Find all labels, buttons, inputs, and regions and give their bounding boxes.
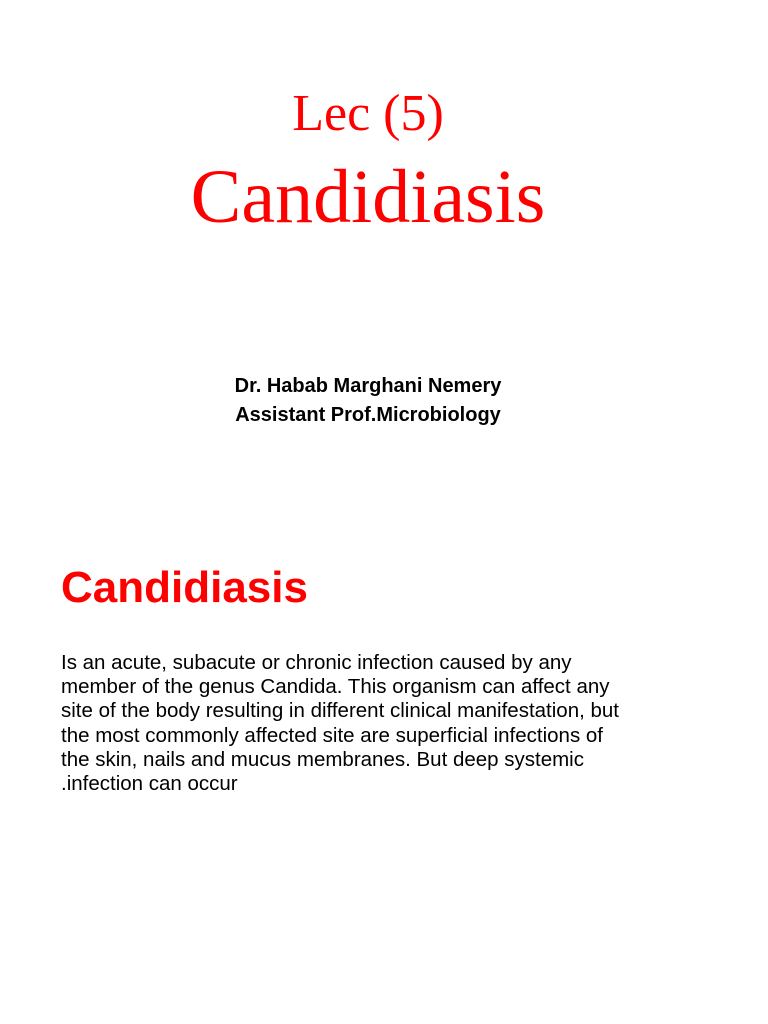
paragraph-line: member of the genus Candida. This organism can affect any <box>61 675 610 699</box>
paragraph-line: Is an acute, subacute or chronic infection caused by any <box>61 651 572 674</box>
definition-slide <box>0 512 768 1024</box>
author-name: Dr. Habab Marghani Nemery <box>234 375 502 397</box>
paragraph-line: .infection can occur <box>61 772 238 796</box>
section-heading: Candidiasis <box>61 563 308 612</box>
paragraph-line: the most commonly affected site are superficial infections of <box>61 723 603 747</box>
paragraph-line: the skin, nails and mucus membranes. But deep systemic <box>61 747 584 771</box>
author-position: Assistant Prof.Microbiology <box>235 404 501 426</box>
paragraph-line: site of the body resulting in different clinical manifestation, but <box>61 699 619 723</box>
lecture-title: Candidiasis <box>190 155 546 239</box>
author-block <box>0 372 736 430</box>
definition-paragraph <box>61 651 711 796</box>
lecture-number: Lec (5) <box>292 85 444 142</box>
